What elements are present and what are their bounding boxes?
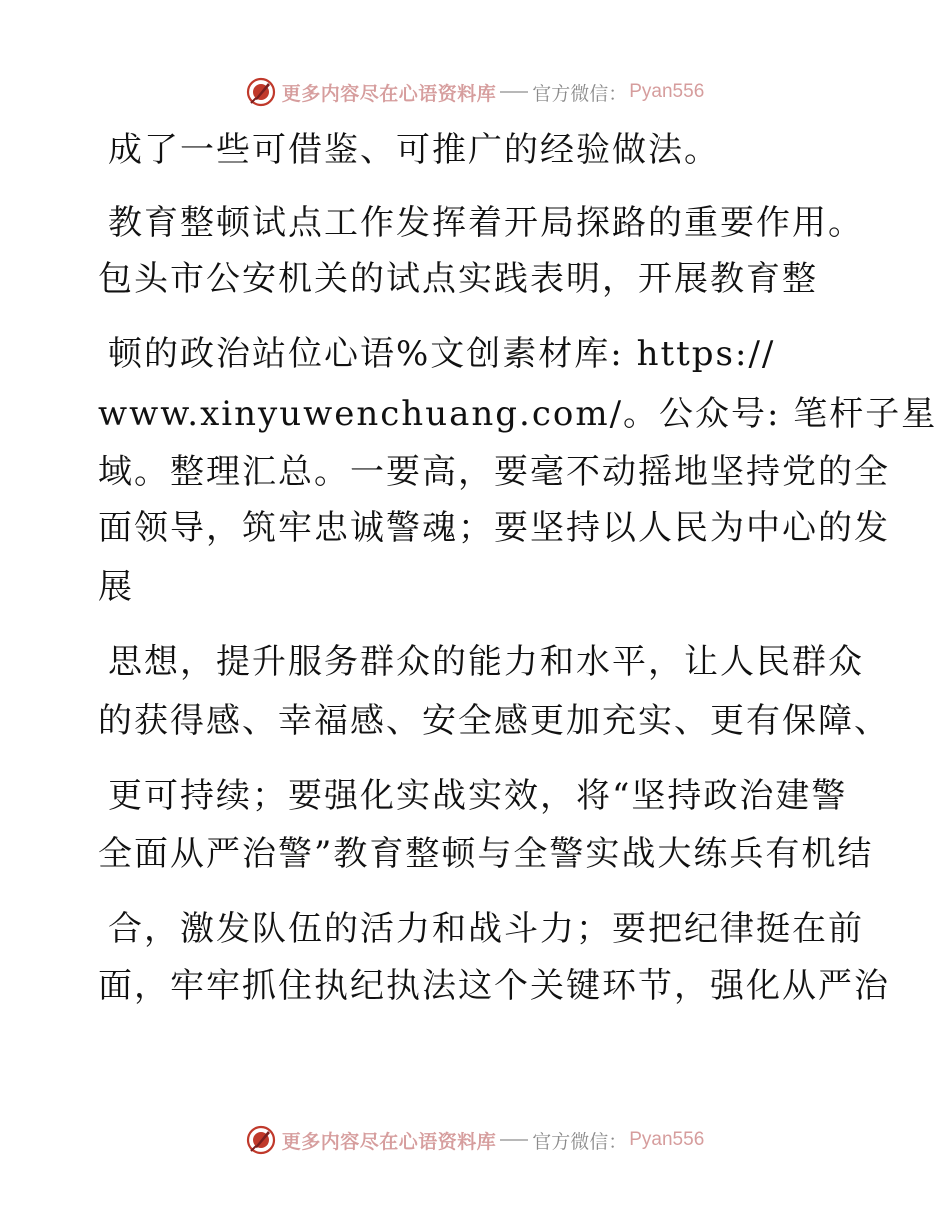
watermark-dash — [500, 91, 528, 93]
watermark-wechat-id: Pyan556 — [629, 81, 705, 102]
text-line: 域。整理汇总。一要高，要毫不动摇地坚持党的全 — [98, 452, 890, 492]
text-line: 思想，提升服务群众的能力和水平，让人民群众 — [108, 642, 864, 682]
text-line: 面领导，筑牢忠诚警魂；要坚持以人民为中心的发 — [98, 508, 890, 548]
text-line: 合，激发队伍的活力和战斗力；要把纪律挺在前 — [108, 909, 864, 949]
watermark-text: 更多内容尽在心语资料库 — [281, 82, 497, 105]
watermark-official-label: 官方微信： — [532, 1130, 628, 1153]
watermark-text: 更多内容尽在心语资料库 — [281, 1130, 497, 1153]
text-line: 展 — [98, 567, 134, 607]
text-line: www.xinyuwenchuang.com/。公众号: 笔杆子星 — [98, 394, 938, 434]
text-line: 更可持续；要强化实战实效，将“坚持政治建警 — [108, 776, 848, 816]
header-watermark — [0, 72, 950, 112]
text-line: 全面从严治警”教育整顿与全警实战大练兵有机结 — [98, 834, 874, 874]
watermark-official-label: 官方微信： — [532, 82, 628, 105]
quill-logo-icon — [246, 77, 276, 107]
text-line: 的获得感、幸福感、安全感更加充实、更有保障、 — [98, 701, 890, 741]
footer-watermark — [0, 1120, 950, 1160]
watermark-wechat-id: Pyan556 — [629, 1129, 705, 1150]
watermark-dash — [500, 1139, 528, 1141]
text-line: 顿的政治站位心语%文创素材库: https:// — [108, 334, 776, 374]
text-line: 面，牢牢抓住执纪执法这个关键环节，强化从严治 — [98, 966, 890, 1006]
quill-logo-icon — [246, 1125, 276, 1155]
text-line: 包头市公安机关的试点实践表明，开展教育整 — [98, 259, 818, 299]
text-line: 教育整顿试点工作发挥着开局探路的重要作用。 — [108, 203, 864, 243]
text-line: 成了一些可借鉴、可推广的经验做法。 — [108, 130, 720, 170]
